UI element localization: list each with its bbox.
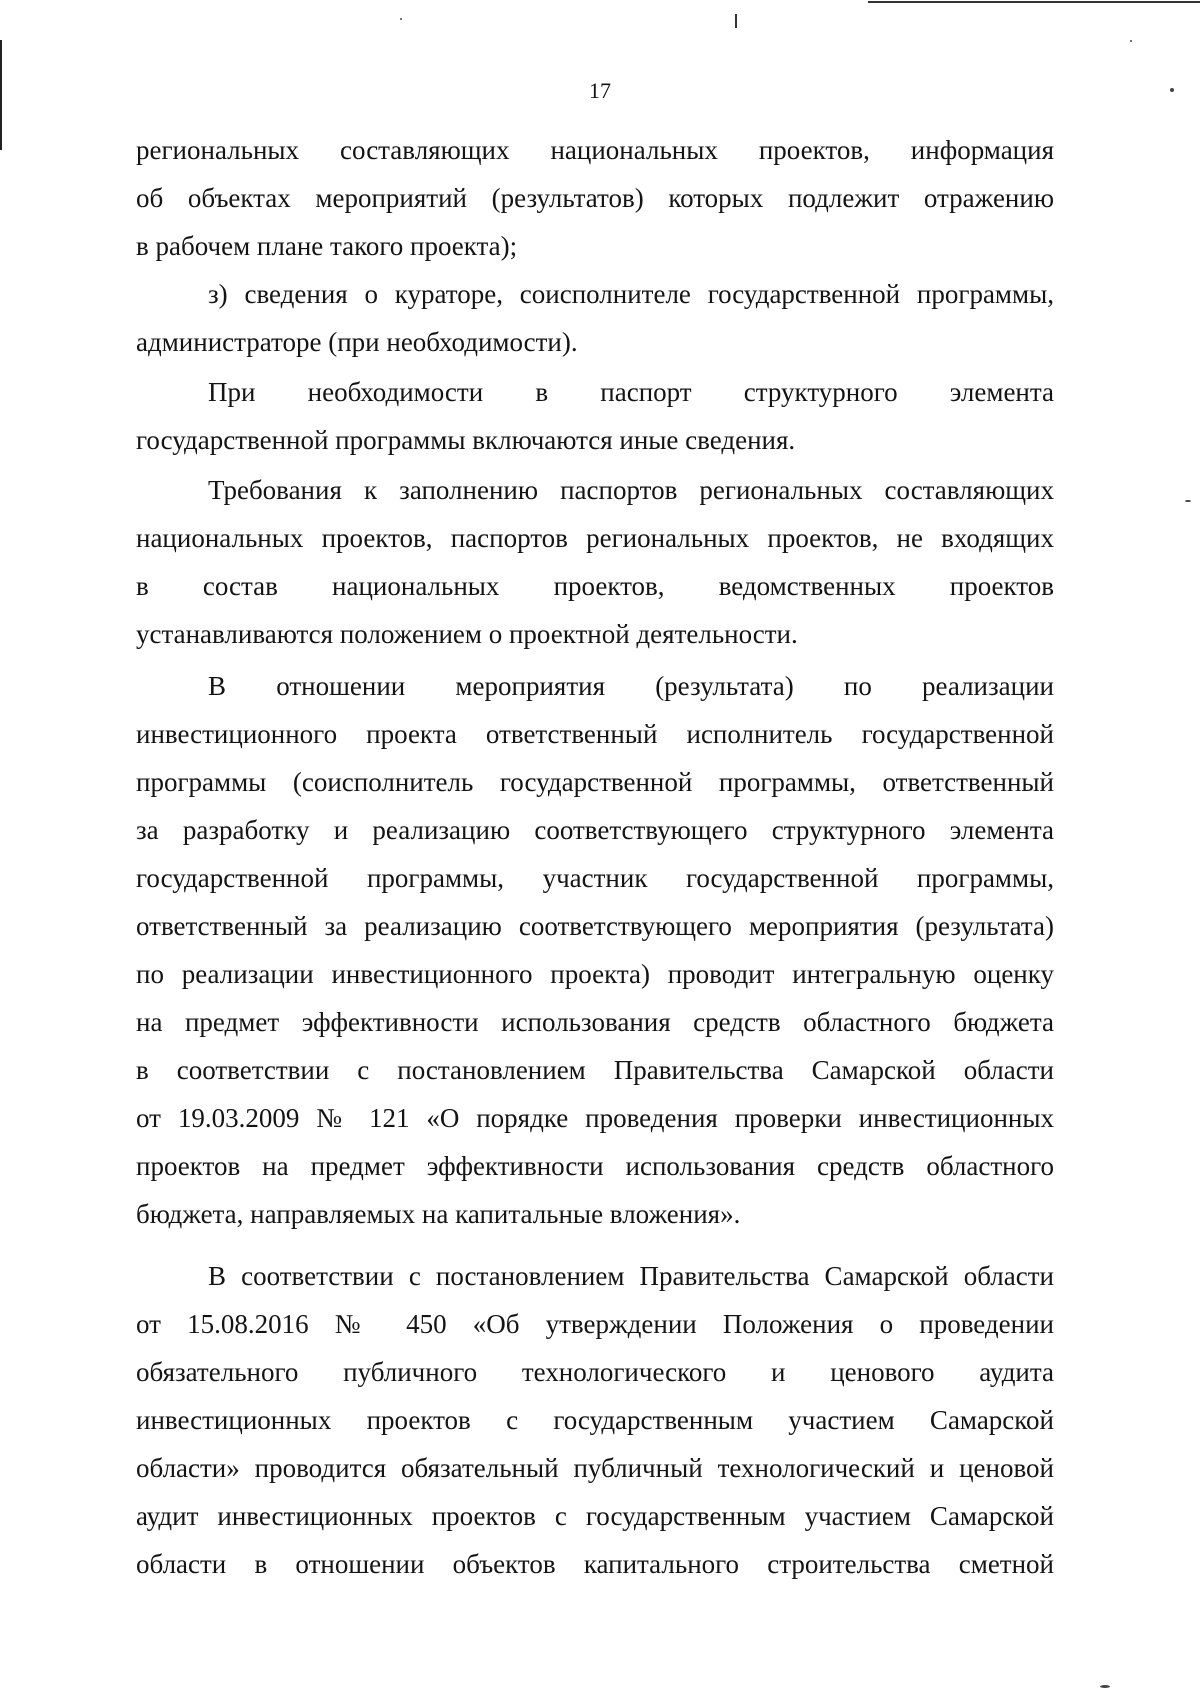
paragraph-2 (136, 270, 1054, 366)
paragraph-4 (136, 466, 1054, 658)
paragraph-5 (136, 662, 1054, 1238)
paragraph-1 (136, 126, 1054, 270)
text-line: от 15.08.2016 № 450 «Об утверждении Положения о проведении (136, 1309, 1054, 1339)
text-line: по реализации инвестиционного проекта) проводит интегральную оценку (136, 959, 1054, 989)
text-line: государственной программы, участник государственной программы, (136, 863, 1054, 893)
scan-mark (735, 14, 737, 28)
text-line: ответственный за реализацию соответствующего мероприятия (результата) (136, 911, 1054, 941)
text-line: программы (соисполнитель государственной программы, ответственный (136, 767, 1054, 797)
text-line: устанавливаются положением о проектной деятельности. (136, 619, 798, 649)
text-line: области» проводится обязательный публичный технологический и ценовой (136, 1453, 1054, 1483)
text-line: инвестиционных проектов с государственным участием Самарской (136, 1405, 1054, 1435)
text-line: от 19.03.2009 № 121 «О порядке проведения проверки инвестиционных (136, 1103, 1054, 1133)
text-line: аудит инвестиционных проектов с государственным участием Самарской (136, 1501, 1054, 1531)
text-line: При необходимости в паспорт структурного элемента (208, 377, 1054, 407)
text-line: на предмет эффективности использования средств областного бюджета (136, 1007, 1054, 1037)
text-line: инвестиционного проекта ответственный исполнитель государственной (136, 719, 1054, 749)
paragraph-6 (136, 1252, 1054, 1588)
text-line: национальных проектов, паспортов региональных проектов, не входящих (136, 523, 1054, 553)
text-line: В отношении мероприятия (результата) по реализации (208, 671, 1054, 701)
scan-speck (1130, 40, 1132, 42)
text-line: региональных составляющих национальных проектов, информация (136, 135, 1054, 165)
text-line: в рабочем плане такого проекта); (136, 231, 518, 261)
text-line: в соответствии с постановлением Правительства Самарской области (136, 1055, 1054, 1085)
page-number: 17 (589, 78, 611, 103)
text-line: з) сведения о кураторе, соисполнителе государственной программы, (208, 279, 1054, 309)
scan-speck (1100, 1685, 1110, 1688)
text-line: об объектах мероприятий (результатов) которых подлежит отражению (136, 183, 1054, 213)
text-line: проектов на предмет эффективности использования средств областного (136, 1151, 1054, 1181)
text-line: за разработку и реализацию соответствующего структурного элемента (136, 815, 1054, 845)
text-line: администраторе (при необходимости). (136, 327, 578, 357)
text-line: государственной программы включаются иные сведения. (136, 425, 796, 455)
text-line: Требования к заполнению паспортов региональных составляющих (208, 475, 1054, 505)
text-line: обязательного публичного технологического и ценового аудита (136, 1357, 1054, 1387)
text-line: бюджета, направляемых на капитальные вложения». (136, 1199, 741, 1229)
text-line: в состав национальных проектов, ведомственных проектов (136, 571, 1054, 601)
scan-speck (400, 18, 402, 20)
scan-edge-top (868, 1, 1200, 3)
scan-speck (1185, 500, 1191, 502)
text-line: области в отношении объектов капитального строительства сметной (136, 1549, 1054, 1579)
text-line: В соответствии с постановлением Правительства Самарской области (208, 1261, 1054, 1291)
paragraph-3 (136, 368, 1054, 464)
